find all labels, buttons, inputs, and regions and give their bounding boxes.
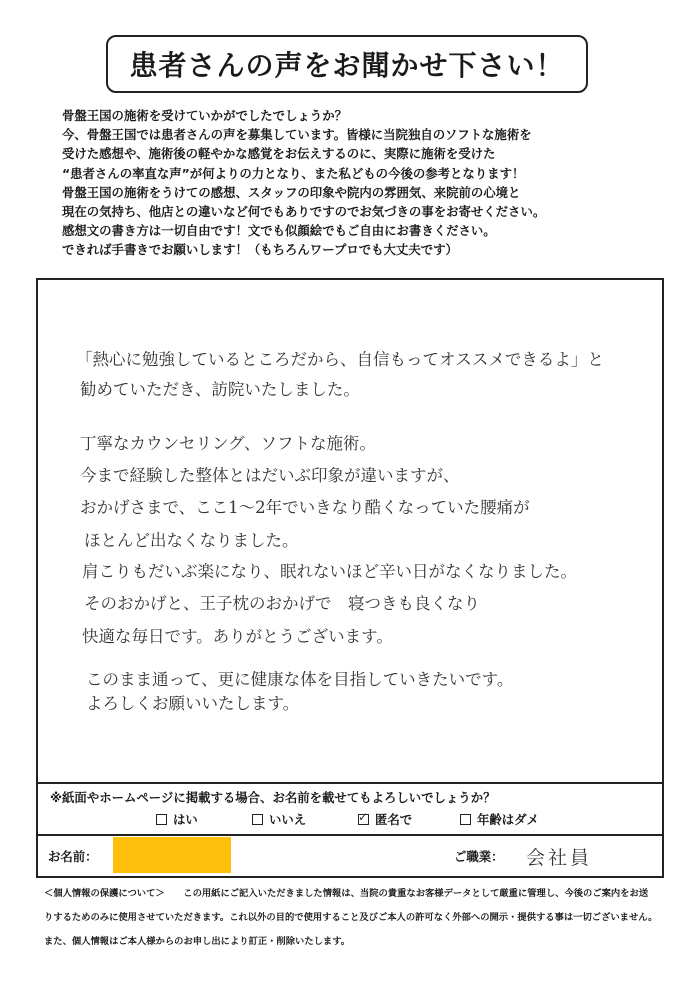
privacy-notice bbox=[44, 882, 664, 954]
comment-line: 「熱心に勉強しているところだから、自信もってオススメできるよ」と bbox=[76, 350, 604, 369]
comment-line: 丁寧なカウンセリング、ソフトな施術。 bbox=[80, 434, 377, 453]
page-title: 患者さんの声をお聞かせ下さい！ bbox=[129, 49, 565, 82]
intro-line: “患者さんの率直な声”が何よりの力となり、また私どもの今後の参考となります！ bbox=[62, 165, 525, 181]
option-label: いいえ bbox=[269, 812, 307, 827]
comment-line: そのおかげと、王子枕のおかげで 寝つきも良くなり bbox=[84, 594, 480, 613]
option-label: 年齢はダメ bbox=[477, 812, 539, 827]
intro-line: 現在の気持ち、他店との違いなど何でもありですのでお気づきの事をお寄せください。 bbox=[62, 203, 546, 219]
comment-line: 肩こりもだいぶ楽になり、眠れないほど辛い日がなくなりました。 bbox=[82, 562, 577, 581]
privacy-line: ＜個人情報の保護について＞ この用紙にご記入いただきました情報は、当院の貴重なお客様データとして厳重に管理し、今後のご案内をお送 bbox=[44, 888, 649, 899]
intro-line: できれば手書きでお願いします！（もちろんワープロでも大丈夫です） bbox=[62, 242, 458, 258]
comment-line: 快適な毎日です。ありがとうございます。 bbox=[82, 627, 393, 646]
intro-line: 骨盤王国の施術をうけての感想、スタッフの印象や院内の雰囲気、来院前の心境と bbox=[62, 184, 521, 200]
checkbox[interactable] bbox=[156, 814, 167, 825]
name-label: お名前： bbox=[48, 849, 98, 864]
consent-option-no-age[interactable] bbox=[460, 810, 539, 828]
comment-line: 今まで経験した整体とはだいぶ印象が違いますが、 bbox=[80, 466, 460, 485]
checkbox[interactable] bbox=[252, 814, 263, 825]
consent-option-anonymous[interactable] bbox=[358, 810, 412, 828]
comment-line: ほとんど出なくなりました。 bbox=[84, 531, 299, 550]
intro-line: 骨盤王国の施術を受けていかがでしたでしょうか？ bbox=[62, 108, 347, 123]
name-job-row bbox=[38, 834, 662, 876]
comment-line: よろしくお願いいたします。 bbox=[86, 694, 300, 713]
consent-option-yes[interactable] bbox=[156, 810, 198, 828]
job-label: ご職業： bbox=[454, 849, 504, 864]
checkbox-checked[interactable] bbox=[358, 814, 369, 825]
intro-line: 今、骨盤王国では患者さんの声を募集しています。皆様に当院独自のソフトな施術を bbox=[62, 127, 532, 143]
handwritten-comment-area bbox=[38, 280, 662, 784]
job-value: 会社員 bbox=[526, 847, 593, 869]
consent-option-no[interactable] bbox=[252, 810, 306, 828]
form-frame bbox=[36, 278, 664, 878]
title-box bbox=[106, 35, 588, 93]
intro-text bbox=[62, 106, 662, 260]
option-label: 匿名で bbox=[375, 812, 413, 827]
option-label: はい bbox=[173, 812, 198, 827]
name-redaction bbox=[113, 837, 231, 873]
comment-line: 勧めていただき、訪院いたしました。 bbox=[80, 380, 360, 399]
privacy-line: りするためのみに使用させていただきます。これ以外の目的で使用すること及びご本人の許可なく外部への開示・提供する事は一切ございません。 bbox=[44, 912, 658, 923]
comment-line: このまま通って、更に健康な体を目指していきたいです。 bbox=[86, 670, 514, 689]
comment-line: おかげさまで、ここ1～2年でいきなり酷くなっていた腰痛が bbox=[80, 498, 530, 517]
privacy-line: また、個人情報はご本人様からのお申し出により訂正・削除いたします。 bbox=[44, 936, 351, 947]
consent-section bbox=[38, 782, 662, 836]
intro-line: 受けた感想や、施術後の軽やかな感覚をお伝えするのに、実際に施術を受けた bbox=[62, 146, 496, 162]
checkbox[interactable] bbox=[460, 814, 471, 825]
consent-question: ※紙面やホームページに掲載する場合、お名前を載せてもよろしいでしょうか？ bbox=[50, 790, 496, 805]
intro-line: 感想文の書き方は一切自由です！文でも似顔絵でもご自由にお書きください。 bbox=[62, 223, 496, 239]
